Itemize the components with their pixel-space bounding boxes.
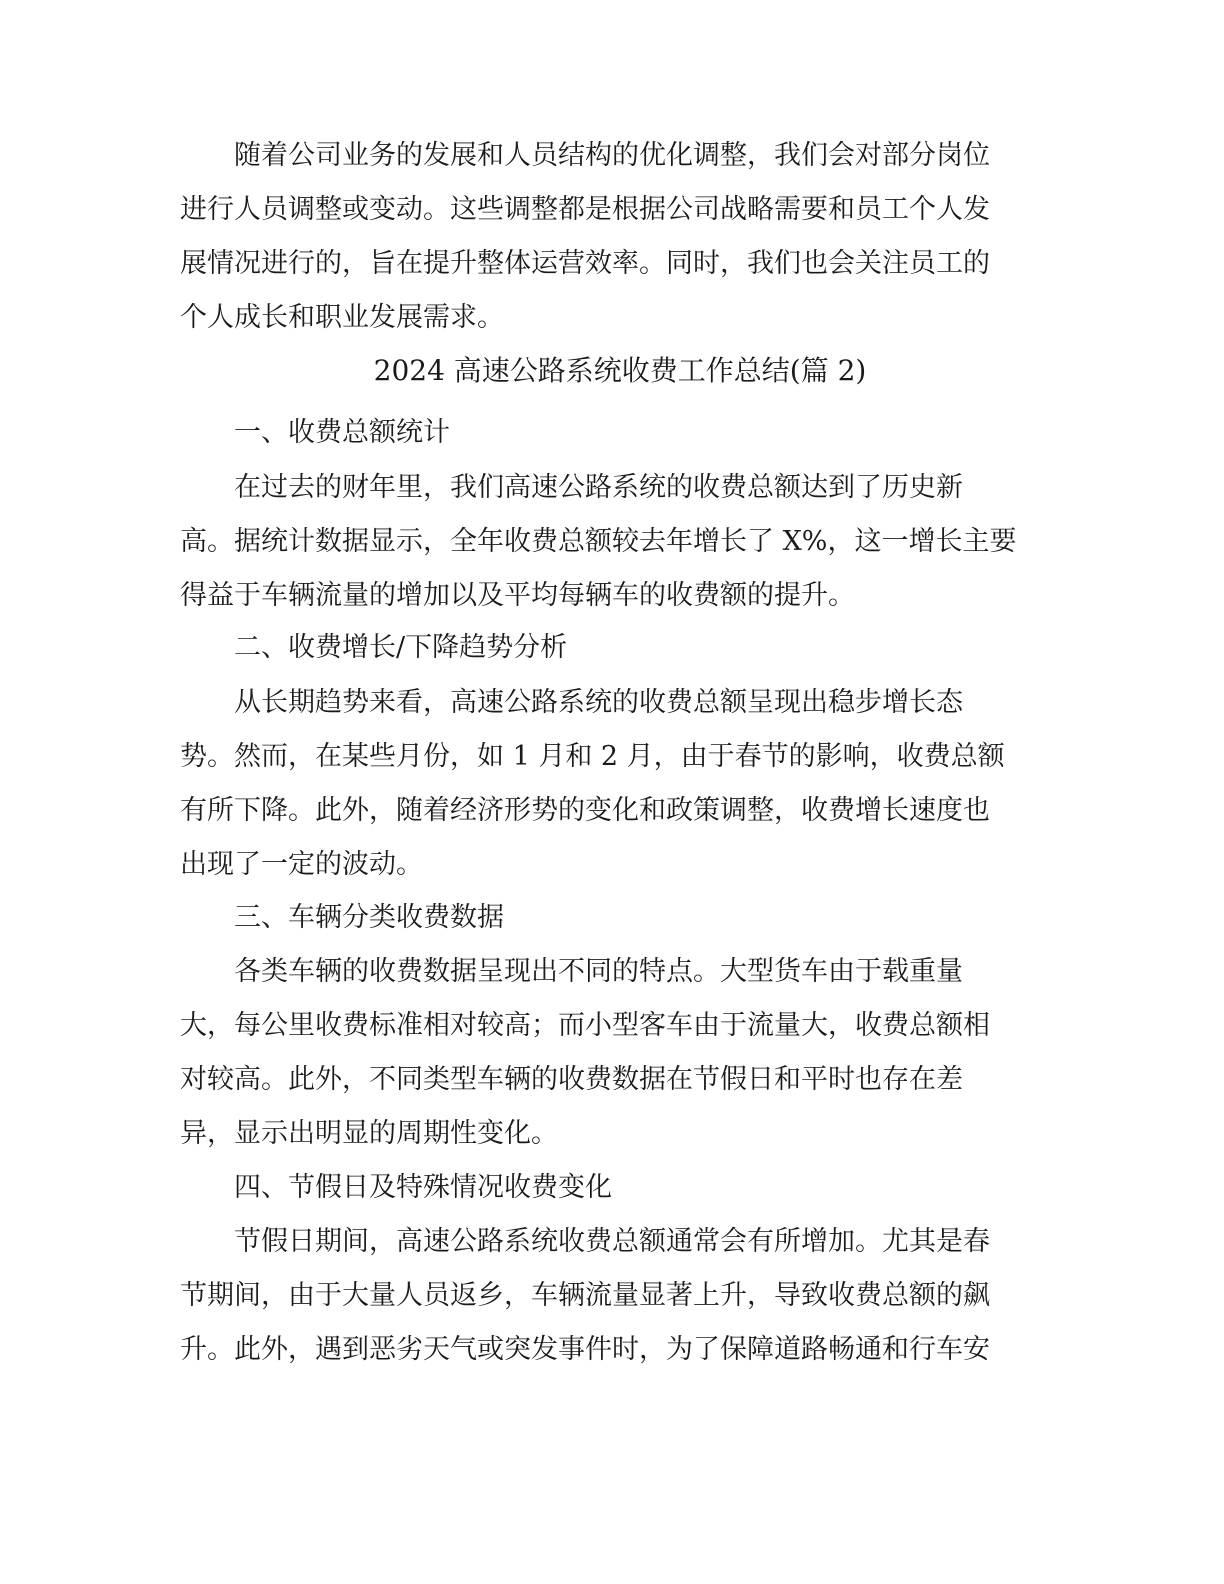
section2-line-1: 从长期趋势来看，高速公路系统的收费总额呈现出稳步增长态 <box>234 687 963 718</box>
section1-line-2: 高。据统计数据显示，全年收费总额较去年增长了 X%，这一增长主要 <box>180 526 1017 557</box>
section1-line-1: 在过去的财年里，我们高速公路系统的收费总额达到了历史新 <box>234 472 963 503</box>
intro-line-4: 个人成长和职业发展需求。 <box>180 302 504 333</box>
section3-heading: 三、车辆分类收费数据 <box>234 902 504 933</box>
section2-line-4: 出现了一定的波动。 <box>180 849 423 880</box>
section4-line-2: 节期间，由于大量人员返乡，车辆流量显著上升，导致收费总额的飙 <box>180 1280 990 1311</box>
section3-line-3: 对较高。此外，不同类型车辆的收费数据在节假日和平时也存在差 <box>180 1064 963 1095</box>
section4-line-3: 升。此外，遇到恶劣天气或突发事件时，为了保障道路畅通和行车安 <box>180 1334 990 1365</box>
section2-line-2: 势。然而，在某些月份，如 1 月和 2 月，由于春节的影响，收费总额 <box>180 741 1005 772</box>
section4-line-1: 节假日期间，高速公路系统收费总额通常会有所增加。尤其是春 <box>234 1226 990 1257</box>
intro-line-3: 展情况进行的，旨在提升整体运营效率。同时，我们也会关注员工的 <box>180 248 990 279</box>
section1-heading: 一、收费总额统计 <box>234 417 450 448</box>
section1-line-3: 得益于车辆流量的增加以及平均每辆车的收费额的提升。 <box>180 580 855 611</box>
section3-line-1: 各类车辆的收费数据呈现出不同的特点。大型货车由于载重量 <box>234 956 963 987</box>
document-title: 2024 高速公路系统收费工作总结(篇 2) <box>373 354 867 387</box>
section3-line-2: 大，每公里收费标准相对较高；而小型客车由于流量大，收费总额相 <box>180 1010 990 1041</box>
intro-line-2: 进行人员调整或变动。这些调整都是根据公司战略需要和员工个人发 <box>180 194 990 225</box>
section2-heading: 二、收费增长/下降趋势分析 <box>234 632 568 663</box>
intro-line-1: 随着公司业务的发展和人员结构的优化调整，我们会对部分岗位 <box>234 140 990 171</box>
section4-heading: 四、节假日及特殊情况收费变化 <box>234 1172 612 1203</box>
section2-line-3: 有所下降。此外，随着经济形势的变化和政策调整，收费增长速度也 <box>180 795 990 826</box>
section3-line-4: 异，显示出明显的周期性变化。 <box>180 1118 558 1149</box>
